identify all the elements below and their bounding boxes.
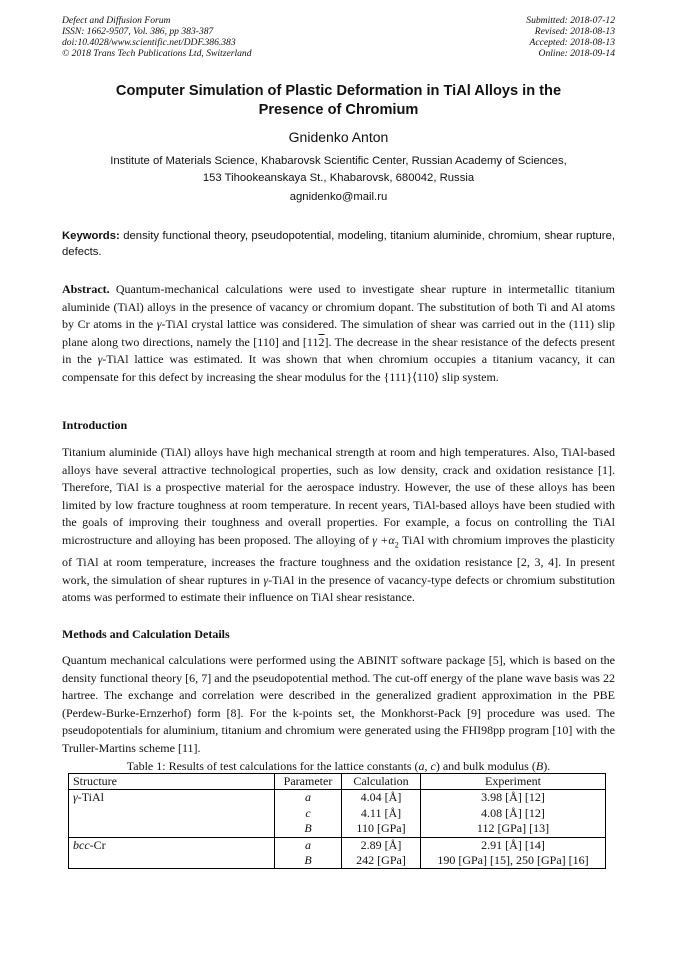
overbar-two: 2	[318, 334, 325, 349]
exp-value: 190 [GPa] [15], 250 [GPa] [16]	[437, 852, 589, 867]
table-row	[69, 790, 606, 837]
calc-value: 4.04 [Å]	[360, 790, 402, 805]
intro-text-2: TiAl with chromium improves the plasticity of TiAl at room temperature, increases the fracture toughness and the oxidation resistance [2, 3, 4]. In present work, the simulation of shear ruptures in	[62, 532, 616, 587]
revised-date: Revised: 2018-08-13	[534, 26, 615, 37]
exp-value: 2.91 [Å] [14]	[481, 837, 545, 852]
intro-text-1: Titanium aluminide (TiAl) alloys have high mechanical strength at room and high temperatures. Also, TiAl-based alloys have several attractive technological properties, such as low density, crack and oxidation resistance [1]. Therefore, TiAl is a prospective material for the aerospace industry. However, the use of these alloys has been limited by low fracture toughness at room temperature. In recent years, TiAl-based alloys have been studied with the goals of improving their toughness and overall properties. For example, a focus on controlling the TiAl microstructure and alloying has been proposed. The alloying of	[62, 445, 615, 547]
caption-text: Table 1: Results of test calculations for the lattice constants (	[126, 759, 419, 773]
parameter-cell	[275, 790, 342, 837]
keywords	[62, 228, 615, 260]
section-heading-methods: Methods and Calculation Details	[62, 627, 230, 641]
calculation-cell	[342, 837, 421, 869]
exp-value: 4.08 [Å] [12]	[481, 805, 545, 820]
abstract-text-4: -TiAl lattice was estimated. It was shown that when chromium occupies a titanium vacancy, it can compensate for this defect by increasing the shear modulus for the	[62, 352, 615, 384]
copyright: © 2018 Trans Tech Publications Ltd, Switzerland	[62, 48, 252, 59]
structure-prefix: bcc	[73, 837, 90, 852]
caption-var-a: a	[418, 759, 425, 773]
journal-header-left	[62, 15, 252, 59]
gamma-symbol: γ	[97, 352, 103, 367]
affiliation	[62, 153, 615, 187]
abstract	[62, 281, 615, 387]
exp-value: 3.98 [Å] [12]	[481, 790, 545, 805]
calc-value: 2.89 [Å]	[360, 837, 402, 852]
header-experiment: Experiment	[421, 774, 606, 790]
journal-name: Defect and Diffusion Forum	[62, 15, 171, 26]
abstract-text-1: Quantum-mechanical calculations were used to investigate shear rupture in intermetallic titanium aluminide (TiAl) alloys in the presence of vacancy or chromium dopant. The substitution of both Ti and Al atoms by Cr atoms in the	[62, 282, 615, 332]
param-value: B	[304, 821, 312, 836]
title-line-2: Presence of Chromium	[258, 102, 419, 118]
exp-value: 112 [GPa] [13]	[476, 821, 550, 836]
keywords-text: density functional theory, pseudopotential, modeling, titanium aluminide, chromium, shear rupture, defects.	[62, 230, 615, 258]
calc-value: 4.11 [Å]	[360, 805, 402, 820]
results-table	[68, 773, 606, 869]
header-parameter: Parameter	[275, 774, 342, 790]
phase-symbol: γ +α	[372, 532, 395, 547]
caption-text: ).	[543, 759, 551, 773]
param-value: B	[304, 852, 312, 867]
experiment-cell	[421, 790, 606, 837]
affiliation-line-1: Institute of Materials Science, Khabarovsk Scientific Center, Russian Academy of Sciences,	[110, 155, 567, 167]
accepted-date: Accepted: 2018-08-13	[529, 37, 615, 48]
structure-name: -Cr	[89, 837, 106, 852]
journal-header-right	[526, 15, 615, 59]
paper-title	[62, 82, 615, 120]
methods-paragraph: Quantum mechanical calculations were performed using the ABINIT software package [5], which is based on the density functional theory [6, 7] and the pseudopotential method. The cut-off energy of the plane wave basis was 22 hartree. The exchange and correlation were described in the generalized gradient approximation in the PBE (Perdew-Burke-Ernzerhof) form [8]. For the k-points set, the Monkhorst-Pack [9] procedure was used. The pseudopotentials for aluminium, titanium and chromium were generated using the FHI98pp program [10] with the Truller-Martins scheme [11].	[62, 653, 615, 755]
section-heading-introduction: Introduction	[62, 418, 128, 432]
author: Gnidenko Anton	[288, 129, 389, 145]
param-value: a	[305, 837, 311, 852]
calc-value: 110 [GPa]	[356, 821, 406, 836]
gamma-symbol: γ	[263, 572, 269, 587]
caption-var-b: B	[535, 759, 544, 773]
title-line-1: Computer Simulation of Plastic Deformation in TiAl Alloys in the	[115, 83, 562, 99]
issn: ISSN: 1662-9507, Vol. 386, pp 383-387	[62, 26, 214, 37]
parameter-cell	[275, 837, 342, 869]
calculation-cell	[342, 790, 421, 837]
gamma-symbol: γ	[73, 790, 78, 805]
calc-value: 242 [GPa]	[356, 852, 406, 867]
structure-name: -TiAl	[77, 790, 104, 805]
param-value: c	[305, 805, 311, 820]
slip-system: {111}⟨110⟩	[383, 369, 440, 384]
doi: doi:10.4028/www.scientific.net/DDF.386.383	[62, 37, 236, 48]
introduction-paragraph	[62, 444, 615, 607]
caption-var-c: c	[430, 759, 436, 773]
gamma-symbol: γ	[156, 317, 162, 332]
intro-text-3: -TiAl in the presence of vacancy-type defects or chromium substitution atoms was performed to estimate their influence on TiAl shear resistance.	[62, 572, 615, 605]
header-structure: Structure	[69, 774, 275, 790]
submitted-date: Submitted: 2018-07-12	[526, 15, 615, 26]
structure-cell	[69, 837, 275, 869]
caption-sep: ,	[424, 759, 431, 773]
caption-text: ) and bulk modulus (	[435, 759, 536, 773]
table-caption	[62, 759, 615, 774]
experiment-cell	[421, 837, 606, 869]
table-header-row	[69, 774, 606, 790]
header-calculation: Calculation	[342, 774, 421, 790]
phase-subscript: 2	[394, 540, 399, 550]
abstract-label: Abstract.	[62, 282, 110, 296]
author-email[interactable]: agnidenko@mail.ru	[289, 191, 388, 203]
abstract-text-5: slip system.	[439, 369, 499, 384]
online-date: Online: 2018-09-14	[538, 48, 615, 59]
table-row	[69, 837, 606, 869]
param-value: a	[305, 790, 311, 805]
keywords-label: Keywords:	[62, 230, 120, 242]
affiliation-line-2: 153 Tihookeanskaya St., Khabarovsk, 680042, Russia	[202, 172, 475, 184]
abstract-text-2: -TiAl crystal lattice was considered. The simulation of shear was carried out in the (111) slip plane along two directions, namely the [110] and [11	[62, 317, 615, 349]
abstract-text-3: ]. The decrease in the shear resistance of the defects present in the	[62, 334, 616, 367]
structure-cell	[69, 790, 275, 837]
